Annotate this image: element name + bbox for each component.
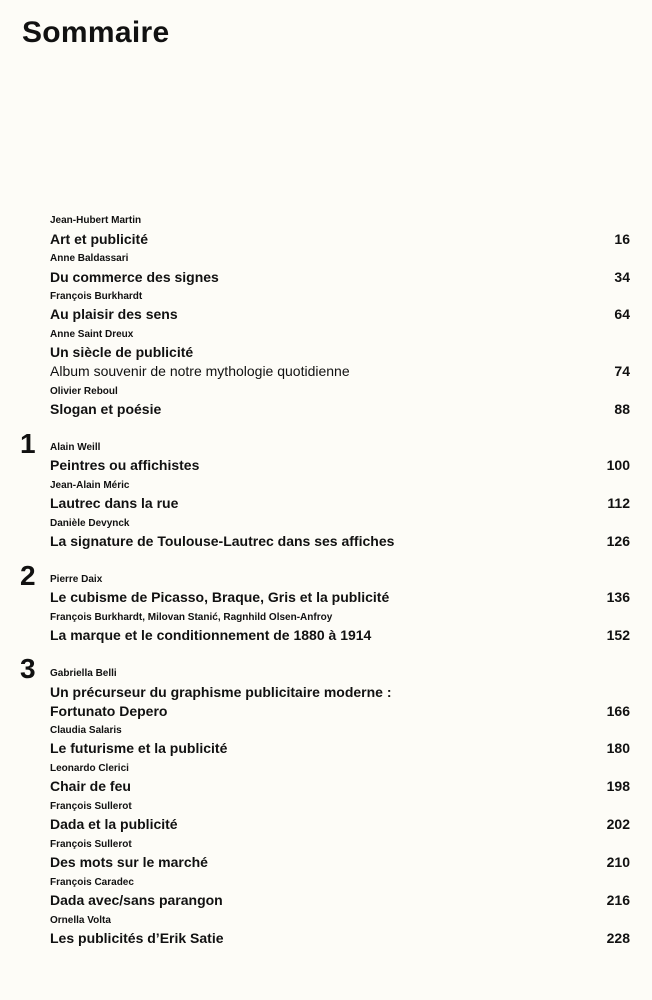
section-number-2: 2 xyxy=(20,560,36,591)
entry-title: Un précurseur du graphisme publicitaire moderne : xyxy=(50,684,392,700)
entry-author: François Burkhardt xyxy=(50,291,143,302)
entry-title: Dada avec/sans parangon xyxy=(50,892,223,908)
entry-page-number: 180 xyxy=(606,740,630,756)
entry-author: Olivier Reboul xyxy=(50,386,118,397)
entry-title: La marque et le conditionnement de 1880 à 1914 xyxy=(50,627,372,643)
section-number-1: 1 xyxy=(20,428,36,459)
entry-author: Jean-Hubert Martin xyxy=(50,215,142,226)
entry-author: Anne Baldassari xyxy=(50,253,129,264)
entry-title: Chair de feu xyxy=(50,778,131,794)
entry-author: François Sullerot xyxy=(50,839,132,850)
entry-page-number: 152 xyxy=(606,627,630,643)
entry-page-number: 198 xyxy=(606,778,630,794)
entry-author: François Burkhardt, Milovan Stanić, Ragnhild Olsen-Anfroy xyxy=(50,612,333,623)
entry-author: Ornella Volta xyxy=(50,915,111,926)
entry-author: Leonardo Clerici xyxy=(50,763,129,774)
entry-page-number: 166 xyxy=(606,703,630,719)
entry-author: Pierre Daix xyxy=(50,574,103,585)
entry-page-number: 126 xyxy=(606,533,630,549)
entry-author: Claudia Salaris xyxy=(50,725,122,736)
entry-page-number: 216 xyxy=(606,892,630,908)
entry-title: Art et publicité xyxy=(50,231,149,247)
entry-page-number: 228 xyxy=(606,930,630,946)
entry-page-number: 210 xyxy=(606,854,630,870)
section-number-3: 3 xyxy=(20,653,36,684)
entry-page-number: 64 xyxy=(614,306,630,322)
entry-author: Danièle Devynck xyxy=(50,518,130,529)
entry-author: Alain Weill xyxy=(50,442,101,453)
entry-title: Lautrec dans la rue xyxy=(50,495,179,511)
entry-page-number: 88 xyxy=(614,401,630,417)
entry-title: Des mots sur le marché xyxy=(50,854,208,870)
entry-title: Slogan et poésie xyxy=(50,401,162,417)
entry-author: François Sullerot xyxy=(50,801,132,812)
entry-author: Gabriella Belli xyxy=(50,668,117,679)
entry-title: Peintres ou affichistes xyxy=(50,457,200,473)
entry-title-line-2: Fortunato Depero xyxy=(50,703,168,719)
entry-title: Dada et la publicité xyxy=(50,816,178,832)
entry-page-number: 136 xyxy=(606,589,630,605)
entry-title: Du commerce des signes xyxy=(50,269,219,285)
entry-author: François Caradec xyxy=(50,877,134,888)
entry-page-number: 100 xyxy=(606,457,630,473)
entry-page-number: 202 xyxy=(606,816,630,832)
entry-page-number: 34 xyxy=(614,269,630,285)
entry-author: Anne Saint Dreux xyxy=(50,329,134,340)
entry-page-number: 112 xyxy=(607,495,630,511)
entry-title: Au plaisir des sens xyxy=(50,306,178,322)
entry-title: Un siècle de publicité xyxy=(50,344,194,360)
page-title: Sommaire xyxy=(22,16,170,49)
entry-title: Le futurisme et la publicité xyxy=(50,740,228,756)
entry-author: Jean-Alain Méric xyxy=(50,480,130,491)
entry-page-number: 16 xyxy=(614,231,630,247)
entry-title: La signature de Toulouse-Lautrec dans ses affiches xyxy=(50,533,395,549)
entry-title: Les publicités d’Erik Satie xyxy=(50,930,224,946)
entry-subtitle: Album souvenir de notre mythologie quotidienne xyxy=(50,363,350,379)
entry-page-number: 74 xyxy=(614,363,630,379)
entry-title: Le cubisme de Picasso, Braque, Gris et la publicité xyxy=(50,589,390,605)
